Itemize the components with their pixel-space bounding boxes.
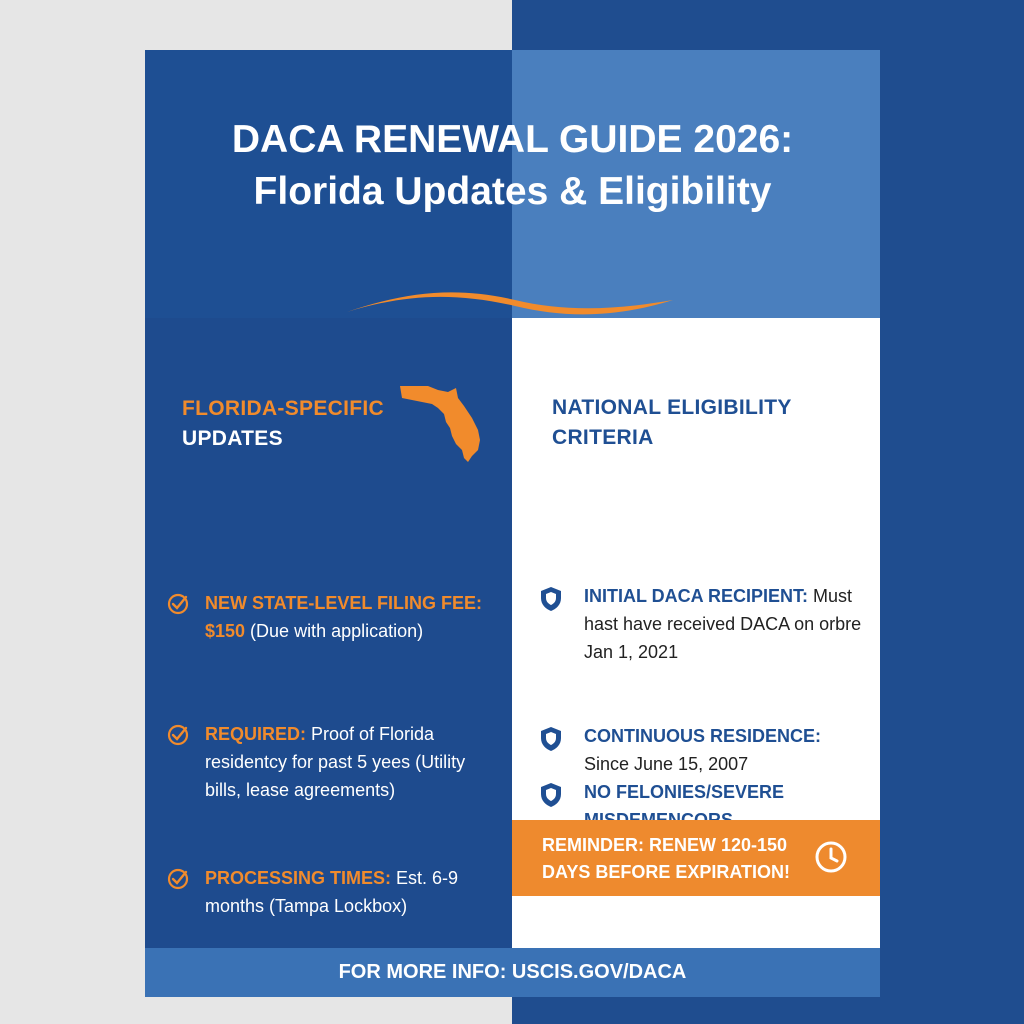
florida-updates-panel	[145, 318, 512, 948]
initial-label: INITIAL DACA RECIPIENT:	[584, 586, 809, 606]
national-eligibility-panel	[512, 318, 880, 948]
initial-text: Must hast have received DACA on orbre Jan 1, 2021	[584, 586, 862, 662]
title-line-2: Florida Updates & Eligibility	[253, 170, 772, 213]
florida-section-subtitle: UPDATES	[182, 427, 283, 450]
florida-section-title: FLORIDA-SPECIFIC	[182, 397, 384, 420]
residence-label: CONTINUOUS RESIDENCE:	[584, 726, 822, 746]
fee-note: (Due with application)	[245, 621, 424, 641]
reminder-line-1: REMINDER: RENEW 120-150	[542, 835, 788, 855]
reminder-line-2: DAYS BEFORE EXPIRATION!	[542, 862, 791, 882]
residency-label: REQUIRED:	[205, 724, 307, 744]
header-banner	[145, 50, 880, 318]
shield-icon	[540, 782, 562, 808]
check-circle-icon	[167, 868, 189, 890]
residency-text: Proof of Florida residentcy for past 5 yees (Utility bills, lease agreements)	[205, 724, 466, 800]
reminder-text	[542, 832, 790, 886]
processing-text: Est. 6-9 months (Tampa Lockbox)	[205, 868, 459, 916]
shield-icon	[540, 586, 562, 612]
swoosh-decoration	[345, 288, 675, 322]
reminder-banner	[512, 820, 880, 896]
check-circle-icon	[167, 593, 189, 615]
title-line-1: DACA RENEWAL GUIDE 2026:	[231, 118, 794, 161]
footer-info: FOR MORE INFO: USCIS.GOV/DACA	[145, 948, 880, 997]
shield-icon	[540, 726, 562, 752]
processing-label: PROCESSING TIMES:	[205, 868, 392, 888]
residence-text: Since June 15, 2007	[584, 754, 749, 774]
national-section-title: NATIONAL ELIGIBILITY	[552, 396, 792, 419]
clock-icon	[814, 840, 848, 874]
national-section-subtitle: CRITERIA	[552, 426, 654, 449]
fee-value: $150	[205, 621, 246, 641]
florida-map-icon	[398, 378, 488, 464]
felonies-label: NO FELONIES/SEVERE	[584, 782, 785, 802]
fee-label: NEW STATE-LEVEL FILING FEE:	[205, 593, 482, 613]
poster	[145, 50, 880, 997]
check-circle-icon	[167, 724, 189, 746]
